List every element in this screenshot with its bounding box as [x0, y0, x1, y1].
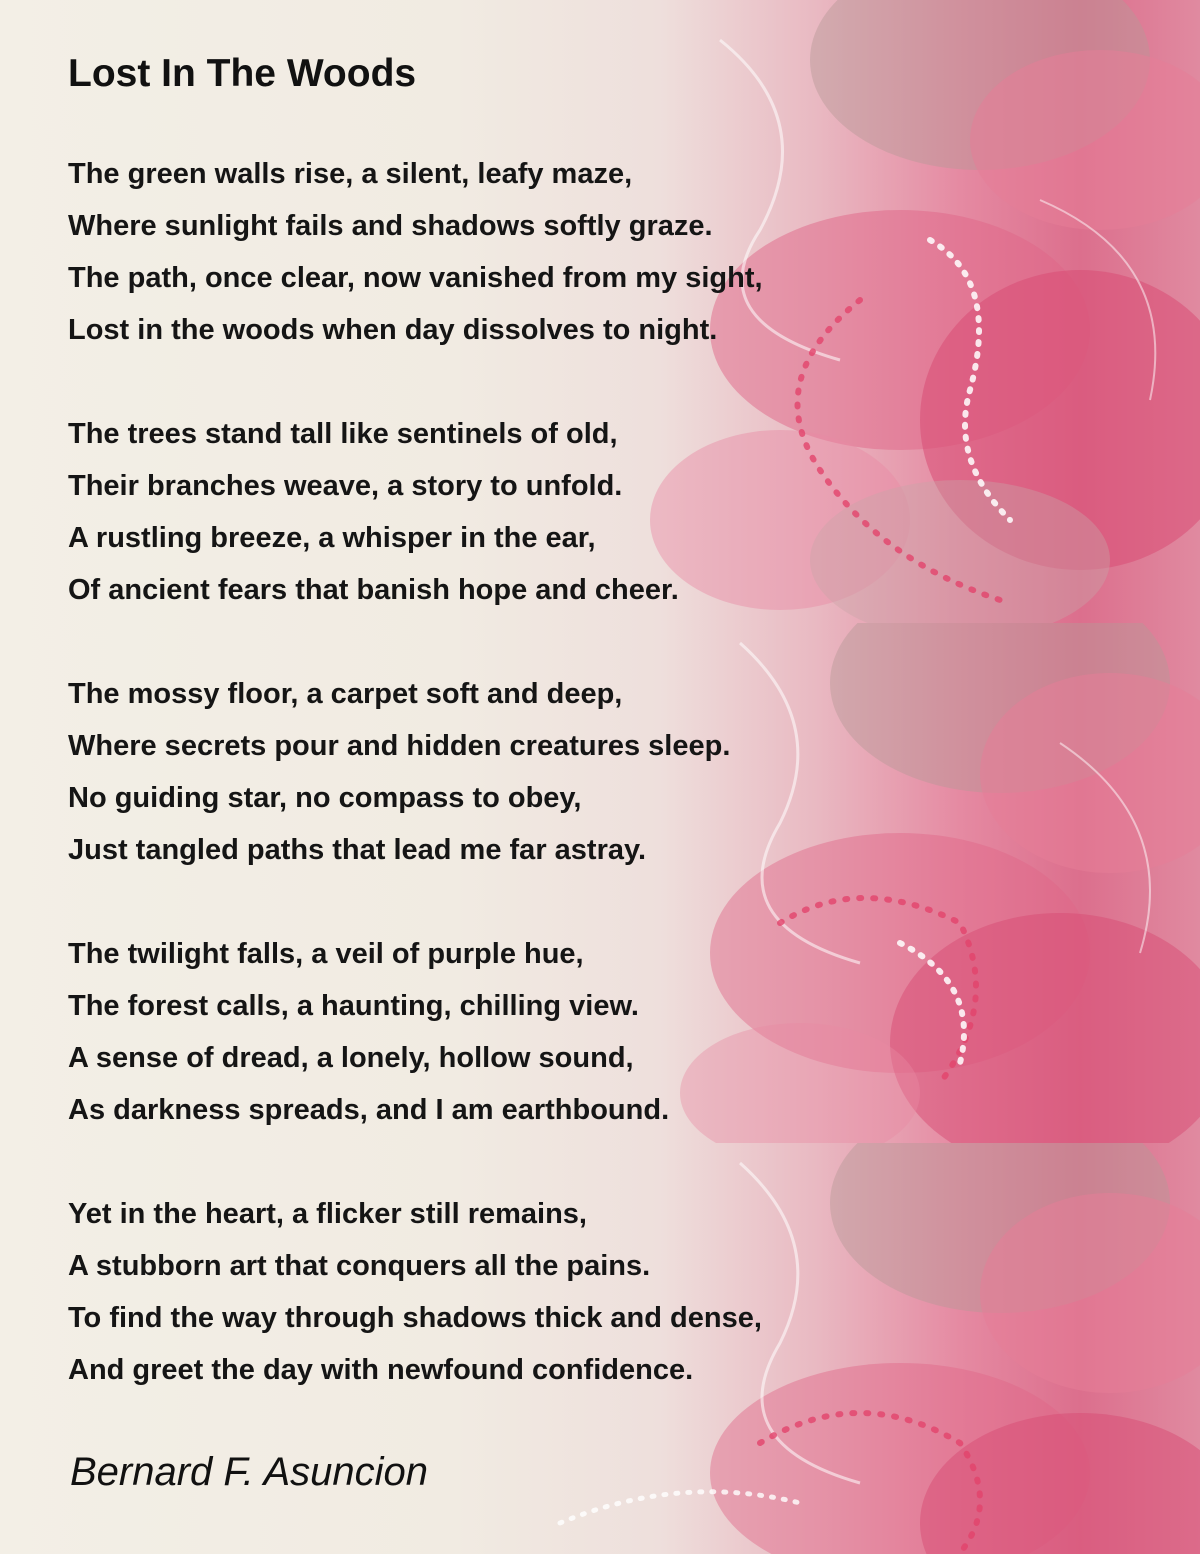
poem-line: Lost in the woods when day dissolves to night.: [68, 314, 718, 346]
poem-stanza: [68, 928, 763, 1136]
poem-line: Where secrets pour and hidden creatures sleep.: [68, 730, 731, 762]
poem-author: Bernard F. Asuncion: [70, 1450, 428, 1494]
poem-line: Just tangled paths that lead me far astray.: [68, 834, 647, 866]
poem-line: The path, once clear, now vanished from my sight,: [68, 262, 763, 294]
poem-line: A sense of dread, a lonely, hollow sound,: [68, 1042, 634, 1074]
poem-line: The twilight falls, a veil of purple hue,: [68, 938, 584, 970]
poem-stanza: [68, 408, 763, 616]
poem-stanza: [68, 148, 763, 356]
poem-line: Their branches weave, a story to unfold.: [68, 470, 623, 502]
poem-line: A rustling breeze, a whisper in the ear,: [68, 522, 596, 554]
poem-line: The trees stand tall like sentinels of old,: [68, 418, 618, 450]
poem-stanza: [68, 1188, 763, 1396]
poem-line: The forest calls, a haunting, chilling view.: [68, 990, 639, 1022]
poem-line: Where sunlight fails and shadows softly graze.: [68, 210, 713, 242]
poem-line: A stubborn art that conquers all the pains.: [68, 1250, 651, 1282]
poem-line: No guiding star, no compass to obey,: [68, 782, 582, 814]
poem-stanza: [68, 668, 763, 876]
poem-line: And greet the day with newfound confidence.: [68, 1354, 694, 1386]
poem-body: [68, 148, 763, 1448]
poem-line: The green walls rise, a silent, leafy maze,: [68, 158, 633, 190]
poem-title: Lost In The Woods: [68, 52, 417, 95]
poem-line: Of ancient fears that banish hope and cheer.: [68, 574, 679, 606]
poem-line: The mossy floor, a carpet soft and deep,: [68, 678, 623, 710]
poem-line: To find the way through shadows thick and dense,: [68, 1302, 762, 1334]
poem-line: Yet in the heart, a flicker still remains,: [68, 1198, 587, 1230]
poem-line: As darkness spreads, and I am earthbound.: [68, 1094, 670, 1126]
